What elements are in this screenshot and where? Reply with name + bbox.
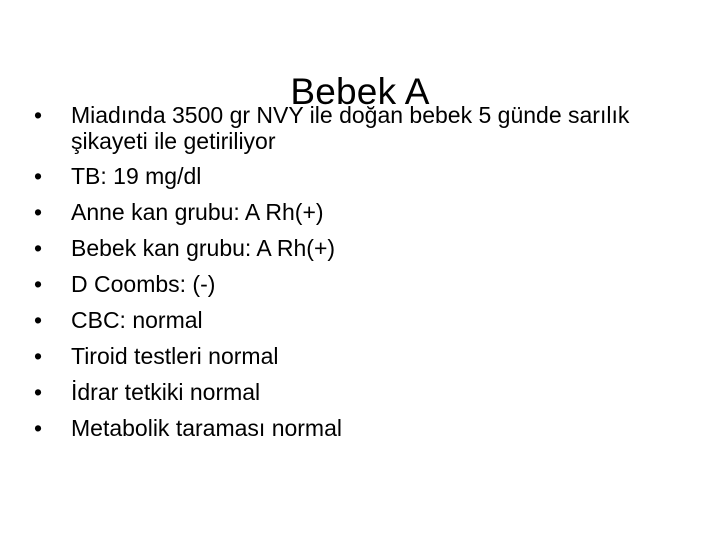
bullet-icon: • (34, 415, 43, 441)
bullet-icon: • (34, 307, 43, 333)
list-item (34, 342, 694, 370)
list-item (34, 102, 694, 154)
list-item-text: Tiroid testleri normal (71, 343, 279, 369)
list-item-text: Anne kan grubu: A Rh(+) (71, 199, 324, 225)
bullet-icon: • (34, 199, 43, 225)
list-item (34, 162, 694, 190)
list-item-text: D Coombs: (-) (71, 271, 216, 297)
list-item-text: Metabolik taraması normal (71, 415, 342, 441)
list-item-text: Bebek kan grubu: A Rh(+) (71, 235, 336, 261)
bullet-icon: • (34, 343, 43, 369)
list-item (34, 270, 694, 298)
list-item (34, 414, 694, 442)
bullet-icon: • (34, 379, 43, 405)
bullet-icon: • (34, 235, 43, 261)
bullet-icon: • (34, 163, 43, 189)
list-item (34, 198, 694, 226)
bullet-icon: • (34, 102, 43, 128)
bullet-list (34, 102, 694, 450)
list-item-text: TB: 19 mg/dl (71, 163, 202, 189)
list-item (34, 234, 694, 262)
list-item (34, 306, 694, 334)
list-item-text: CBC: normal (71, 307, 203, 333)
list-item-text: İdrar tetkiki normal (71, 379, 261, 405)
bullet-icon: • (34, 271, 43, 297)
list-item (34, 378, 694, 406)
list-item-text: Miadında 3500 gr NVY ile doğan bebek 5 günde sarılık şikayeti ile getiriliyor (71, 102, 630, 154)
slide-title: Bebek A (290, 70, 430, 112)
